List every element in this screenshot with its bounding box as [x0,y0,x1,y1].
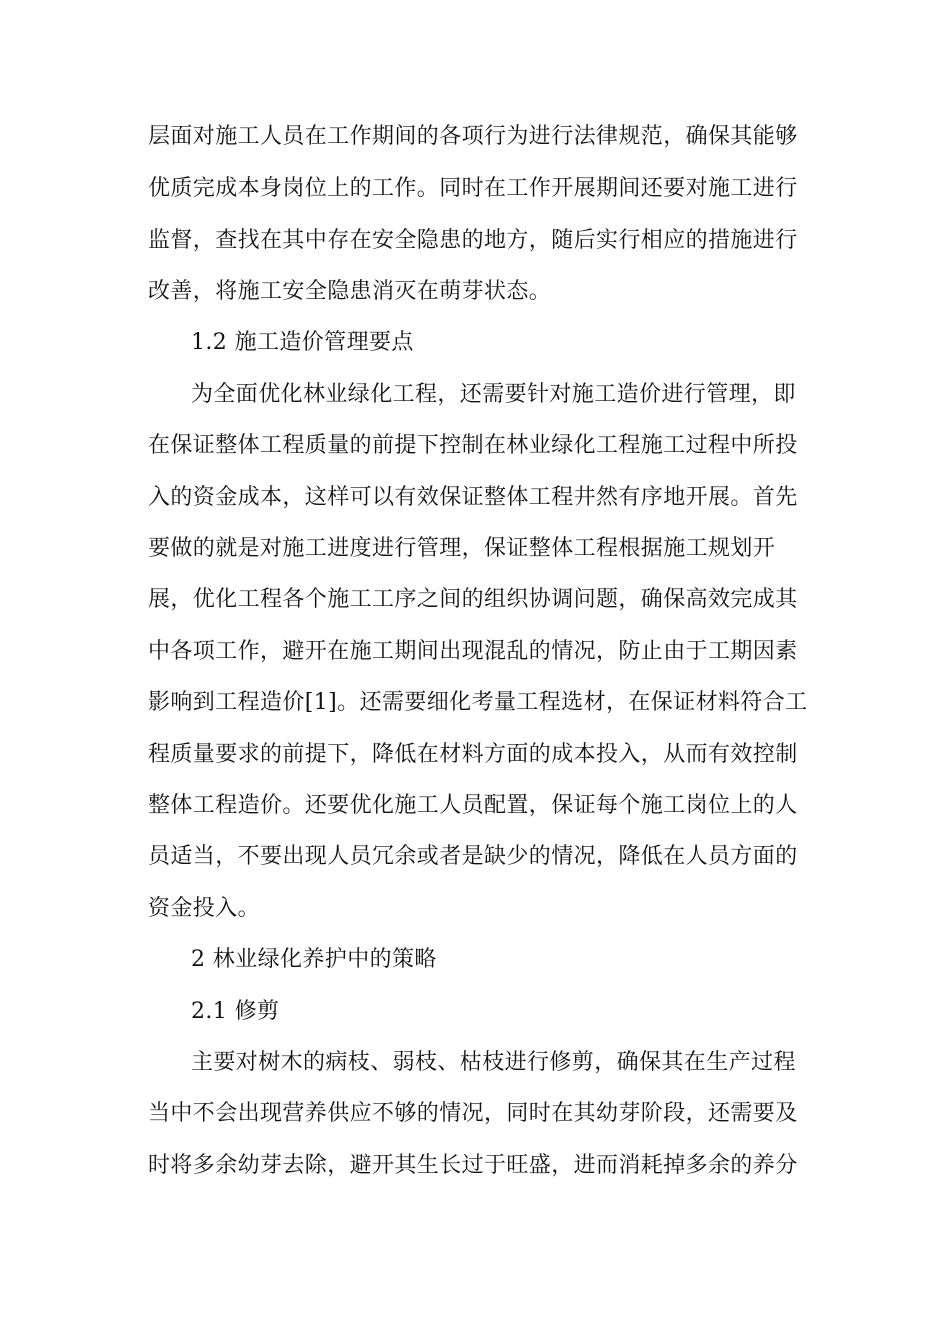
paragraph-line: 员适当，不要出现人员冗余或者是缺少的情况，降低在人员方面的 [148,844,798,869]
paragraph-line: 入的资金成本，这样可以有效保证整体工程井然有序地开展。首先 [148,485,798,510]
paragraph-line: 时将多余幼芽去除，避开其生长过于旺盛，进而消耗掉多余的养分 [148,1153,798,1178]
section-heading: 2 林业绿化养护中的策略 [191,947,437,972]
paragraph-line: 整体工程造价。还要优化施工人员配置，保证每个施工岗位上的人 [148,793,798,818]
paragraph-line: 程质量要求的前提下，降低在材料方面的成本投入，从而有效控制 [148,742,798,767]
paragraph-line: 在保证整体工程质量的前提下控制在林业绿化工程施工过程中所投 [148,433,798,458]
paragraph-line: 改善，将施工安全隐患消灭在萌芽状态。 [148,279,552,304]
section-heading: 1.2 施工造价管理要点 [191,330,414,355]
paragraph-line: 资金投入。 [148,896,261,921]
paragraph-line: 当中不会出现营养供应不够的情况，同时在其幼芽阶段，还需要及 [148,1101,798,1126]
paragraph-line: 为全面优化林业绿化工程，还需要针对施工造价进行管理，即 [191,382,796,407]
paragraph-line: 主要对树木的病枝、弱枝、枯枝进行修剪，确保其在生产过程 [191,1050,796,1075]
paragraph-line: 影响到工程造价[1]。还需要细化考量工程选材，在保证材料符合工 [148,690,808,715]
paragraph-line: 优质完成本身岗位上的工作。同时在工作开展期间还要对施工进行 [148,176,798,201]
paragraph-line: 层面对施工人员在工作期间的各项行为进行法律规范，确保其能够 [148,124,798,149]
paragraph-line: 中各项工作，避开在施工期间出现混乱的情况，防止由于工期因素 [148,639,798,664]
paragraph-line: 要做的就是对施工进度进行管理，保证整体工程根据施工规划开 [148,536,776,561]
subsection-heading: 2.1 修剪 [191,999,280,1024]
paragraph-line: 展，优化工程各个施工工序之间的组织协调问题，确保高效完成其 [148,587,798,612]
paragraph-line: 监督，查找在其中存在安全隐患的地方，随后实行相应的措施进行 [148,228,798,253]
